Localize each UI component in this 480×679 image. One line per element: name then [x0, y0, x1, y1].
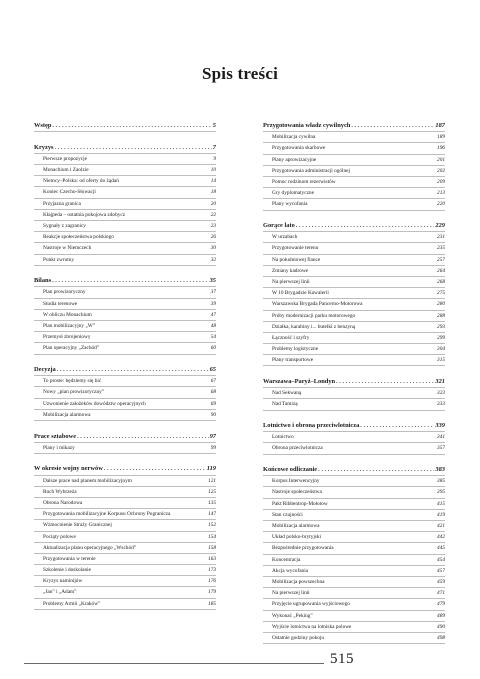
toc-subentry-title: Układ polsko-brytyjski [272, 534, 321, 541]
toc-subentry-page: 196 [437, 145, 445, 152]
toc-subentry[interactable] [263, 188, 445, 199]
toc-chapter-entry-page: 35 [209, 277, 216, 285]
toc-subentry-page: 90 [210, 411, 216, 418]
dot-leader [351, 120, 434, 131]
toc-subentry-title: Wyjście lotnictwa na lotniska polowe [272, 623, 352, 630]
toc-subentry[interactable] [263, 266, 445, 277]
toc-subentry[interactable] [263, 543, 445, 554]
toc-chapter [34, 431, 216, 454]
toc-subentry-page: 357 [437, 445, 445, 452]
toc-subentry-title: Korpus Interwencyjny [272, 478, 320, 485]
toc-subentry-title: Koniec Czecho-Słowacji [43, 189, 96, 196]
toc-subentry-page: 498 [437, 634, 445, 641]
toc-subentry-page: 490 [437, 623, 445, 630]
toc-subentry[interactable] [34, 487, 216, 498]
toc-chapter-entry-page: 65 [209, 366, 216, 374]
toc-subentry[interactable] [34, 587, 216, 598]
toc-subentry-title: Reakcje społeczeństwa polskiego [43, 234, 114, 241]
toc-subentry[interactable] [34, 255, 216, 266]
toc-subentry-title: Pomoc rodzinom rezerwistów [272, 178, 336, 185]
toc-subentry[interactable] [34, 176, 216, 187]
toc-subentry-page: 173 [208, 567, 216, 574]
toc-subentry[interactable] [34, 576, 216, 587]
toc-subentry-page: 60 [210, 345, 216, 352]
toc-subentry[interactable] [34, 287, 216, 298]
toc-chapter-entry[interactable] [263, 376, 445, 388]
toc-subentry[interactable] [263, 432, 445, 443]
toc-subentry-page: 395 [437, 489, 445, 496]
toc-subentry-title: Kryzys naminijów [43, 578, 83, 585]
toc-chapter-entry[interactable] [263, 464, 445, 476]
toc-subentry-page: 213 [437, 190, 445, 197]
toc-subentry-title: Plany i mikazy [43, 444, 75, 451]
toc-subentry[interactable] [263, 166, 445, 177]
toc-subentry-title: Ruch Wybrzeża [43, 488, 77, 495]
toc-subentry[interactable] [34, 299, 216, 310]
toc-subentry-title: Ostatnie godziny pokoju [272, 634, 325, 641]
footer-rule [24, 663, 324, 664]
toc-subentry[interactable] [34, 343, 216, 354]
toc-subentry-page: 69 [210, 400, 216, 407]
toc-subentry[interactable] [263, 633, 445, 644]
toc-chapter-entry-title: Bilans [34, 277, 52, 285]
toc-subentry-title: Problemy Armii „Kraków” [43, 600, 101, 607]
toc-subentry-title: Obrona Narodowa [43, 499, 83, 506]
toc-chapter [263, 464, 445, 644]
toc-chapter-entry-page: 339 [435, 422, 445, 429]
toc-subentry-title: Nastroje społeczeństwa [272, 489, 322, 496]
toc-subentry[interactable] [34, 376, 216, 387]
toc-subentry-title: Przyjazna granica [43, 200, 81, 207]
toc-subentry[interactable] [263, 155, 445, 166]
toc-chapter-entry-title: W okresie wojny nerwów [34, 465, 103, 473]
toc-subentry-title: W 10 Brygadzie Kawalerii [272, 290, 329, 297]
toc-subentry-page: 23 [210, 223, 216, 229]
toc-chapter [34, 275, 216, 354]
toc-subentry[interactable] [263, 143, 445, 154]
toc-subentry[interactable] [34, 498, 216, 509]
toc-subentry[interactable] [263, 232, 445, 243]
toc-subentry[interactable] [34, 532, 216, 543]
toc-chapter-entry-title: Kryzys [34, 143, 54, 151]
toc-subentry-page: 280 [437, 301, 445, 308]
toc-subentry[interactable] [263, 322, 445, 333]
toc-subentry-page: 99 [210, 444, 216, 451]
toc-subentry-page: 135 [208, 499, 216, 506]
toc-subentry-page: 154 [208, 533, 216, 540]
toc-subentry-title: Przygotowania skarbowe [272, 145, 326, 152]
toc-subentry[interactable] [263, 611, 445, 622]
toc-subentry-page: 293 [437, 323, 445, 330]
toc-chapter [263, 120, 445, 211]
toc-chapter-entry[interactable] [34, 463, 216, 475]
toc-subentry-page: 257 [437, 256, 445, 263]
toc-subentry[interactable] [34, 187, 216, 198]
dot-leader [318, 464, 434, 475]
toc-subentry[interactable] [263, 199, 445, 210]
toc-chapter-entry-title: Decyzja [34, 366, 56, 374]
toc-chapter [263, 220, 445, 366]
toc-subentry[interactable] [34, 520, 216, 531]
dot-leader [296, 220, 435, 231]
toc-subentry[interactable] [34, 565, 216, 576]
toc-subentry[interactable] [34, 554, 216, 565]
toc-subentry[interactable] [263, 132, 445, 143]
toc-subentry-title: W obliczu Monachium [43, 311, 92, 318]
dot-leader [77, 431, 209, 442]
toc-subentry-title: Uzwonienie założeków dowództw operacyjnych [43, 400, 146, 407]
toc-subentry-page: 163 [208, 555, 216, 562]
dot-leader [360, 420, 434, 431]
toc-chapter [263, 420, 445, 455]
toc-subentry-title: Nastroje w Niemczech [43, 245, 92, 252]
toc-subentry-page: 158 [208, 544, 216, 551]
toc-chapter-entry-title: Gorące lato [263, 222, 295, 229]
toc-subentry[interactable] [263, 277, 445, 288]
toc-subentry[interactable] [263, 566, 445, 577]
toc-subentry-page: 147 [208, 511, 216, 518]
toc-chapter-entry[interactable] [34, 275, 216, 287]
toc-chapter-entry-page: 229 [435, 222, 445, 229]
toc-subentry-page: 304 [437, 346, 445, 353]
toc-subentry-title: Zmiany kadrowe [272, 267, 309, 274]
toc-subentry[interactable] [263, 555, 445, 566]
toc-subentry-title: Plany wycofania [272, 201, 308, 208]
toc-chapter-entry-page: 187 [435, 122, 445, 129]
toc-subentry-title: Przygotowania administracji ogólnej [272, 167, 350, 174]
toc-subentry[interactable] [263, 532, 445, 543]
toc-subentry-title: Koncentracja [272, 556, 301, 563]
toc-subentry-title: Mobilizacja powszechna [272, 578, 325, 585]
toc-chapter-entry-title: Lotnictwo i obrona przeciwlotnicza [263, 422, 360, 429]
toc-subentry-page: 37 [210, 289, 216, 296]
toc-subentry-page: 121 [208, 477, 216, 484]
toc-subentry-page: 14 [210, 178, 216, 185]
toc-subentry[interactable] [263, 399, 445, 410]
toc-subentry-page: 209 [437, 178, 445, 185]
toc-chapter-entry[interactable] [34, 431, 216, 443]
toc-subentry-title: Kłajpeda – ostatnia pokojowa zdobycz [43, 211, 126, 218]
toc-chapter-entry[interactable] [263, 420, 445, 432]
toc-left-column [34, 120, 216, 610]
toc-subentry-title: Plany aprowizacyjne [272, 156, 317, 163]
toc-subentry-page: 125 [208, 488, 216, 495]
toc-subentry[interactable] [34, 210, 216, 221]
toc-subentry-title: Stan czujności [272, 511, 303, 518]
toc-subentry-title: Plan prowizoryczny [43, 289, 86, 296]
toc-subentry-page: 201 [437, 156, 445, 163]
toc-subentry[interactable] [34, 165, 216, 176]
toc-subentry[interactable] [34, 543, 216, 554]
toc-subentry-title: Punkt zwrotny [43, 256, 75, 263]
toc-subentry-page: 176 [208, 578, 216, 585]
toc-subentry-title: Nad Tamizą [272, 401, 298, 408]
toc-subentry[interactable] [263, 622, 445, 633]
toc-chapter-entry[interactable] [34, 120, 216, 132]
toc-subentry-title: Monachium i Zaolzie [43, 167, 89, 174]
toc-subentry-page: 22 [210, 211, 216, 218]
toc-subentry-page: 385 [437, 478, 445, 485]
toc-chapter [34, 463, 216, 609]
toc-subentry[interactable] [263, 355, 445, 366]
toc-subentry-page: 459 [437, 578, 445, 585]
toc-chapter-entry[interactable] [263, 120, 445, 132]
toc-subentry[interactable] [263, 476, 445, 487]
dot-leader [104, 463, 206, 474]
toc-subentry-title: Nowy „plan prowizoryczny” [43, 389, 105, 396]
toc-subentry-page: 10 [210, 167, 216, 174]
toc-subentry-page: 471 [437, 590, 445, 597]
toc-subentry-title: Plan mobilizacyjny „W” [43, 323, 96, 329]
toc-subentry[interactable] [34, 154, 216, 165]
toc-chapter-entry-title: Warszawa–Paryż–Londyn [263, 377, 336, 385]
toc-subentry-page: 179 [208, 589, 216, 596]
toc-subentry-page: 442 [437, 534, 445, 541]
toc-subentry-title: Akcja wycofania [272, 567, 309, 574]
toc-subentry[interactable] [34, 443, 216, 454]
page-number: 515 [330, 651, 354, 667]
toc-subentry-page: 268 [437, 278, 445, 285]
toc-subentry-title: Przygotowania w terenie [43, 555, 96, 562]
toc-subentry-title: Problemy logistyczne [272, 346, 319, 353]
toc-subentry-page: 457 [437, 567, 445, 574]
toc-subentry[interactable] [263, 344, 445, 355]
dot-leader [57, 364, 209, 375]
toc-subentry[interactable] [263, 521, 445, 532]
toc-chapter-entry-title: Przygotowania władz cywilnych [263, 122, 351, 129]
toc-subentry[interactable] [263, 311, 445, 322]
toc-chapter-entry[interactable] [34, 142, 216, 154]
toc-subentry[interactable] [263, 588, 445, 599]
toc-chapter-entry-page: 97 [209, 432, 216, 440]
toc-subentry[interactable] [263, 388, 445, 399]
toc-subentry[interactable] [34, 399, 216, 410]
toc-chapter-entry[interactable] [34, 364, 216, 376]
toc-chapter-entry-page: 7 [212, 143, 216, 151]
toc-subentry[interactable] [34, 387, 216, 398]
toc-chapter-entry-page: 321 [435, 377, 445, 385]
toc-subentry-title: To proste: będziemy się bić [43, 378, 102, 385]
toc-subentry-title: Studia terenowe [43, 300, 78, 307]
toc-subentry-title: Wzmocnienie Straży Granicznej [43, 522, 112, 529]
toc-subentry-title: Pakt Ribbentrop-Mołotow [272, 500, 328, 507]
toc-subentry-page: 333 [437, 401, 445, 408]
page-title: Spis treści [201, 64, 279, 83]
toc-subentry-page: 264 [437, 267, 445, 274]
toc-subentry[interactable] [263, 288, 445, 299]
toc-subentry-page: 235 [437, 245, 445, 252]
toc-chapter-entry-page: 119 [206, 465, 216, 473]
toc-subentry-title: Przemysł zbrojeniowy [43, 334, 91, 341]
toc-subentry-title: Przyjęcie ugrupowania wyjściowego [272, 601, 350, 608]
toc-subentry-title: Aktualizacja planu operacyjnego „Wschód” [43, 544, 137, 551]
toc-subentry-title: Mobilizacja cywilna [272, 134, 316, 141]
toc-subentry-page: 48 [210, 323, 216, 329]
toc-subentry-page: 323 [437, 390, 445, 397]
toc-subentry-title: Gry dyplomatyczne [272, 190, 314, 197]
toc-subentry-page: 275 [437, 290, 445, 297]
toc-subentry[interactable] [34, 599, 216, 610]
toc-subentry[interactable] [34, 243, 216, 254]
toc-subentry-page: 341 [437, 434, 445, 441]
toc-subentry[interactable] [263, 510, 445, 521]
toc-subentry-title: Plany transportowe [272, 357, 314, 364]
toc-subentry-title: Plan operacyjny „Zachód” [43, 345, 100, 352]
toc-subentry-page: 288 [437, 312, 445, 319]
toc-subentry-title: Niemcy–Polska: od oferty do żądań [43, 178, 119, 185]
toc-subentry-title: Wykonać „Peking” [272, 612, 313, 619]
toc-subentry[interactable] [34, 199, 216, 210]
toc-subentry[interactable] [34, 410, 216, 421]
toc-chapter [34, 364, 216, 421]
toc-subentry[interactable] [263, 255, 445, 266]
toc-subentry-page: 68 [210, 389, 216, 396]
toc-subentry-title: Na południowej flance [272, 256, 321, 263]
toc-subentry-page: 220 [437, 201, 445, 208]
toc-subentry[interactable] [263, 577, 445, 588]
toc-subentry[interactable] [34, 321, 216, 332]
toc-chapter [263, 376, 445, 411]
toc-subentry-title: Mobilizacja alarmowa [272, 523, 320, 529]
toc-chapter [34, 120, 216, 132]
toc-subentry-page: 67 [210, 378, 216, 385]
toc-subentry-title: Pociąty polowe [43, 533, 76, 540]
toc-chapter-entry-title: Prace sztabowe [34, 432, 77, 440]
toc-subentry-page: 189 [437, 134, 445, 141]
toc-subentry-title: Warszawska Brygada Pancerno-Motorowa [272, 301, 363, 308]
toc-subentry-title: Lotnictwo [272, 434, 294, 441]
toc-subentry-title: Przygotowania mobilizacyjne Korpusu Ochrony Pogranicza [43, 511, 171, 518]
toc-chapter-entry-page: 383 [435, 466, 445, 474]
toc-subentry-title: Szkolenie i doskolanie [43, 567, 91, 574]
toc-subentry-page: 185 [208, 600, 216, 607]
toc-subentry[interactable] [263, 599, 445, 610]
toc-subentry-title: Na pierwszej linii [272, 590, 310, 597]
toc-right-column [263, 120, 445, 644]
toc-subentry-title: Przygotowanie terenu [272, 245, 319, 252]
toc-subentry-page: 419 [437, 511, 445, 518]
toc-subentry[interactable] [34, 232, 216, 243]
toc-chapter [34, 142, 216, 266]
toc-subentry-title: Bezpośrednie przygotowania [272, 545, 334, 552]
toc-subentry[interactable] [263, 299, 445, 310]
toc-subentry-page: 421 [437, 523, 445, 529]
toc-subentry-title: „Jan” i „Adam” [43, 589, 77, 596]
toc-subentry[interactable] [34, 221, 216, 232]
dot-leader [336, 376, 434, 387]
dot-leader [52, 120, 211, 131]
toc-subentry-page: 152 [208, 522, 216, 529]
toc-subentry[interactable] [263, 243, 445, 254]
toc-subentry[interactable] [263, 177, 445, 188]
toc-subentry[interactable] [34, 476, 216, 487]
toc-subentry-page: 454 [437, 556, 445, 563]
toc-subentry[interactable] [34, 310, 216, 321]
toc-subentry-title: Pierwsze propozycje [43, 155, 87, 162]
toc-subentry[interactable] [263, 499, 445, 510]
toc-chapter-entry[interactable] [263, 220, 445, 232]
toc-subentry[interactable] [263, 443, 445, 454]
toc-subentry-title: Działka, karabiny i... butelki z benzyną [272, 323, 356, 330]
toc-subentry-page: 489 [437, 612, 445, 619]
toc-subentry-page: 479 [437, 601, 445, 608]
toc-subentry[interactable] [34, 332, 216, 343]
toc-subentry[interactable] [263, 333, 445, 344]
toc-subentry-title: Nad Sekwaną [272, 390, 302, 397]
dot-leader [52, 275, 209, 286]
toc-subentry-title: Na pierwszej linii [272, 278, 310, 285]
toc-subentry-title: Próby modernizacji parku motorowego [272, 312, 356, 319]
toc-subentry-page: 26 [210, 234, 216, 241]
toc-subentry-title: Sygnały z zagranicy [43, 223, 86, 229]
toc-chapter-entry-title: Końcowe odliczanie [263, 466, 318, 474]
toc-subentry[interactable] [263, 487, 445, 498]
toc-subentry-title: Mobilizacja alarmowa [43, 411, 91, 418]
toc-subentry-title: Dalsze prace nad planem mobilizacyjnym [43, 477, 132, 484]
toc-subentry-title: Obrona przeciwlotnicza [272, 445, 323, 452]
toc-chapter-entry-page: 5 [212, 122, 216, 129]
toc-subentry-page: 47 [210, 311, 216, 318]
toc-subentry-page: 315 [437, 357, 445, 364]
toc-subentry-page: 54 [210, 334, 216, 341]
toc-subentry-page: 202 [437, 167, 445, 174]
toc-subentry-page: 32 [210, 256, 216, 263]
toc-subentry-page: 415 [437, 500, 445, 507]
toc-chapter-entry-title: Wstęp [34, 122, 52, 129]
toc-subentry-page: 30 [210, 245, 216, 252]
toc-subentry-title: W urzabach [272, 234, 298, 241]
toc-subentry-page: 445 [437, 545, 445, 552]
toc-subentry[interactable] [34, 509, 216, 520]
dot-leader [55, 142, 212, 153]
toc-subentry-page: 18 [210, 189, 216, 196]
toc-subentry-title: Łączność i szyfry [272, 334, 310, 341]
toc-subentry-page: 299 [437, 334, 445, 341]
toc-subentry-page: 20 [210, 200, 216, 207]
toc-subentry-page: 9 [213, 155, 216, 162]
toc-subentry-page: 39 [210, 300, 216, 307]
toc-subentry-page: 231 [437, 234, 445, 241]
